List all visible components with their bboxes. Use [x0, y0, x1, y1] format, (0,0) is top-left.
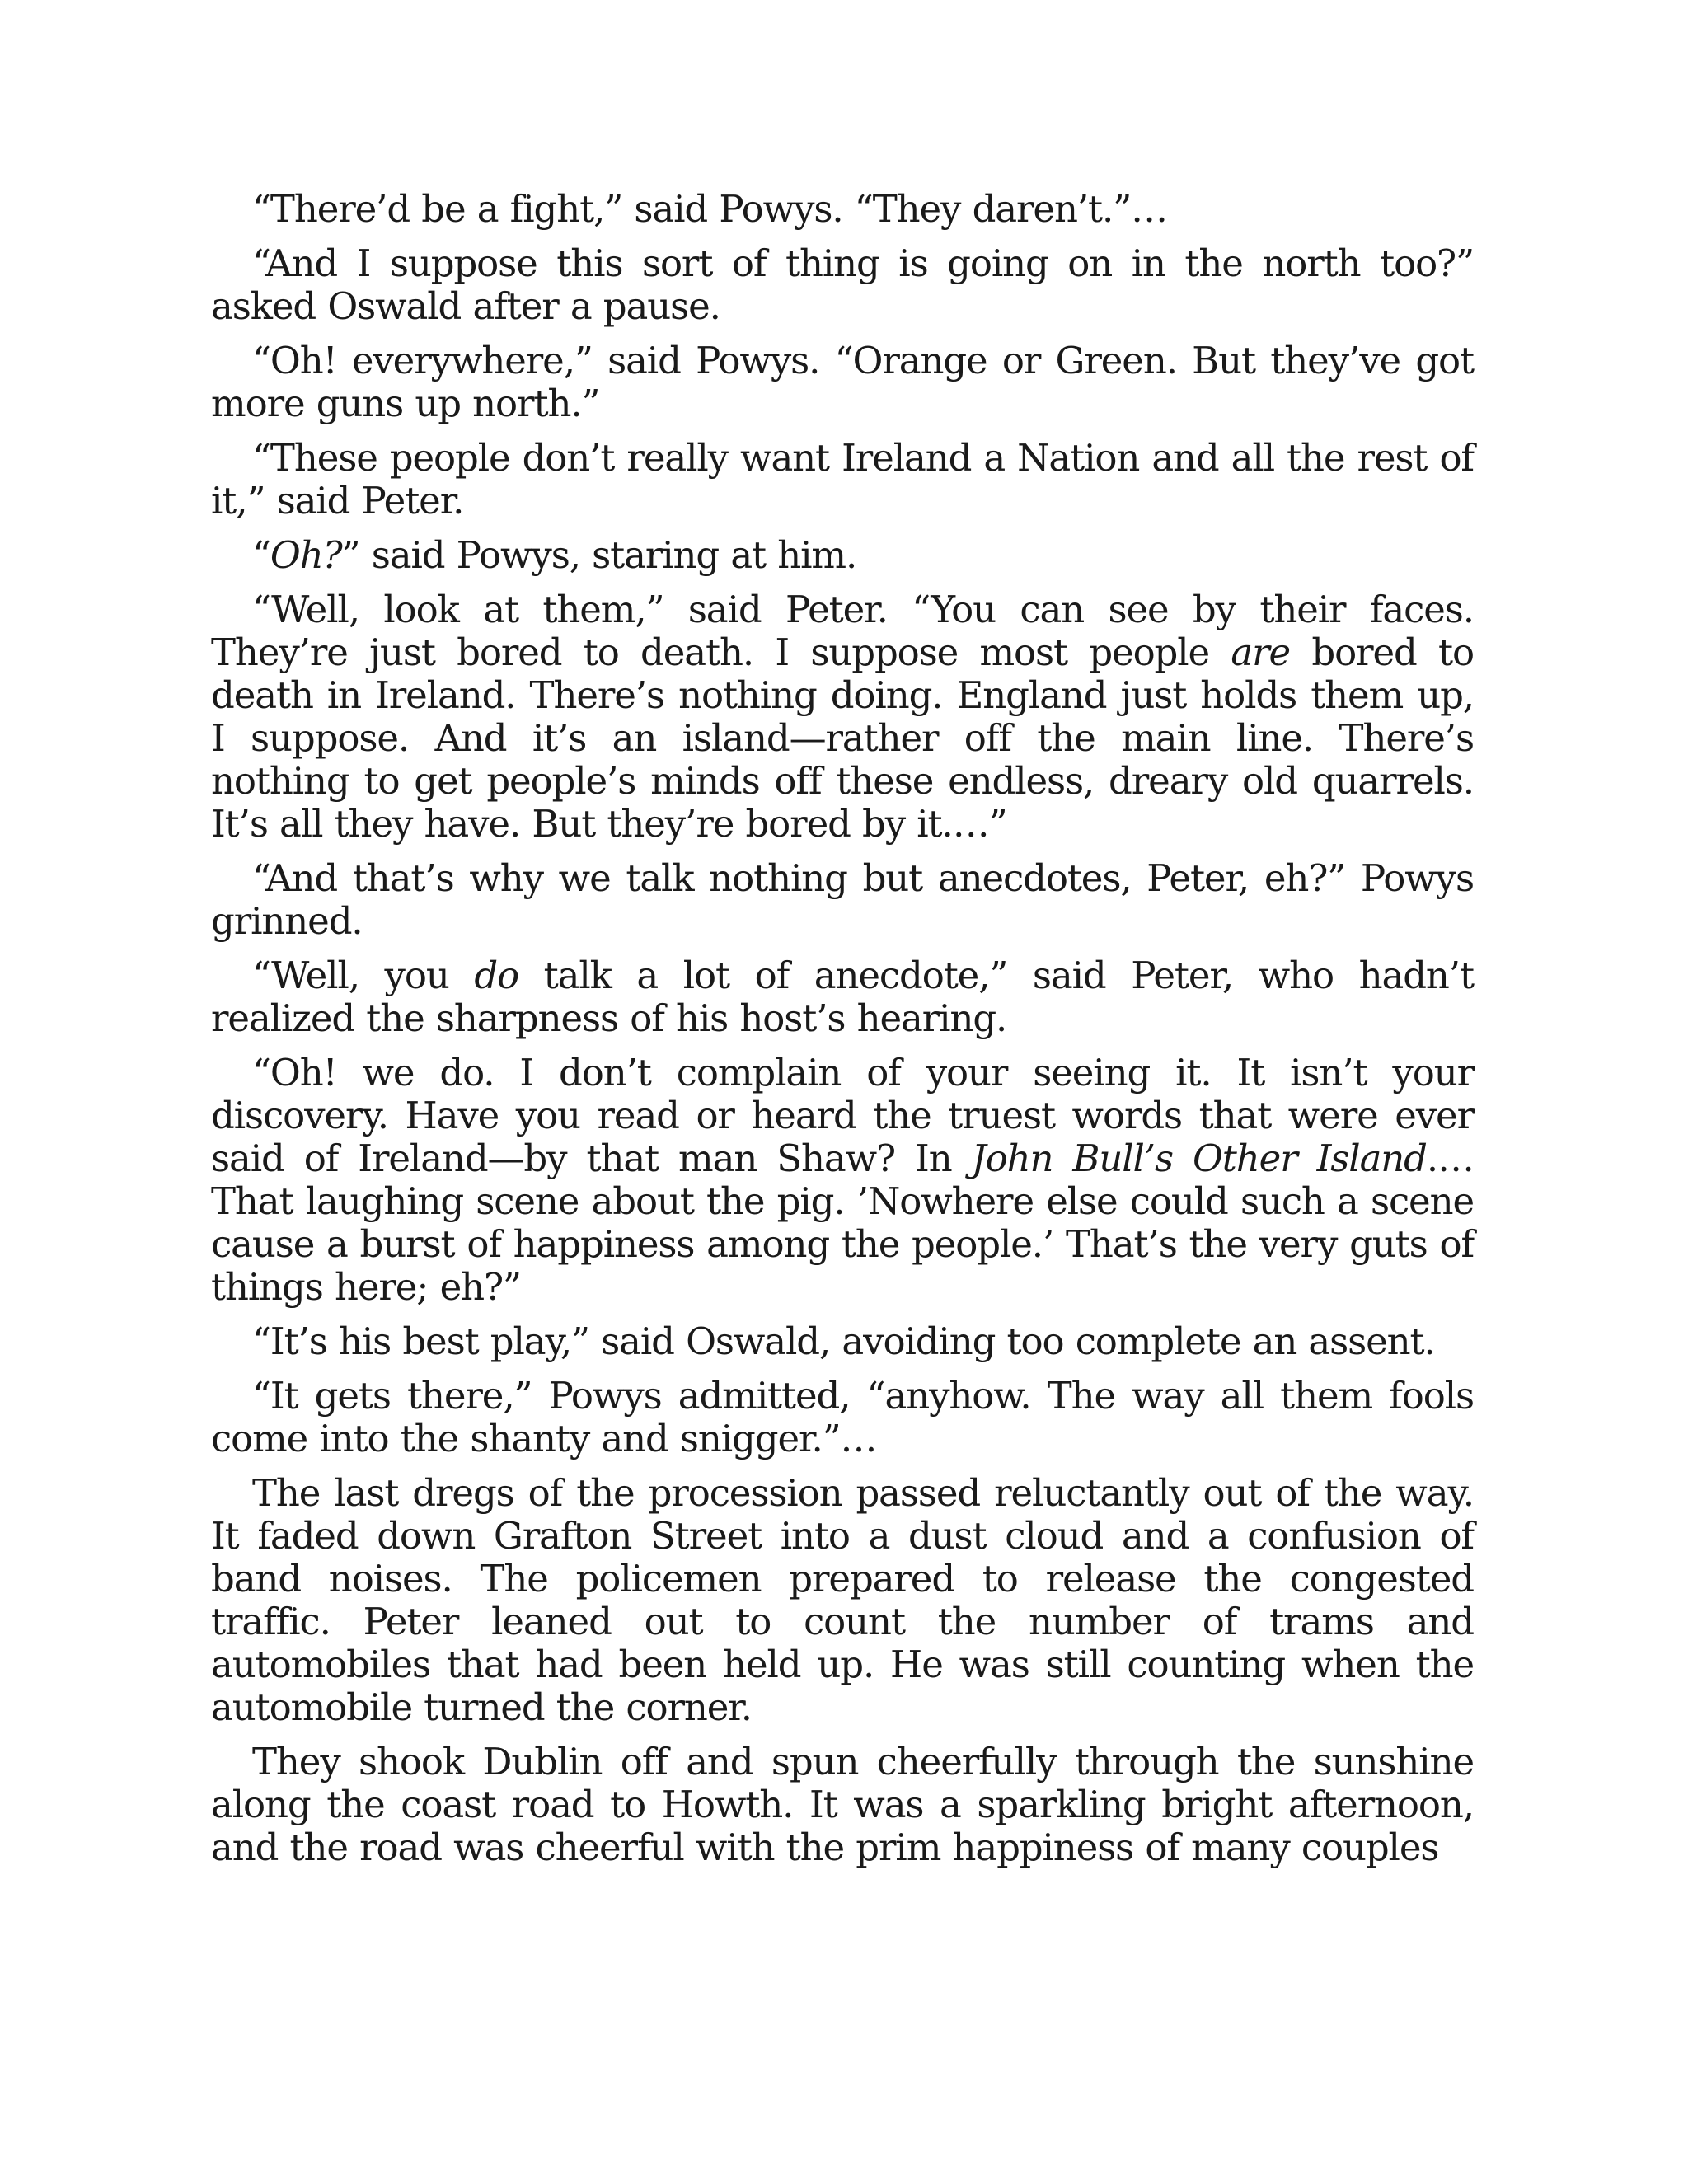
paragraph: [211, 1052, 1474, 1309]
paragraph: [211, 1375, 1474, 1460]
paragraph: [211, 437, 1474, 523]
text-run: “: [252, 533, 270, 577]
paragraph: [211, 242, 1474, 328]
text-run: The last dregs of the procession passed reluctantly out of the way. It faded down Grafton Street into a dust cloud and a confusion of band noises. The policemen prepared to release the congested traffic. Peter leaned out to count the number of trams and automobiles that had been held up. He was still counting when the automobile turned the corner.: [211, 1471, 1474, 1729]
italic-text-run: John Bull’s Other Island: [971, 1137, 1427, 1180]
paragraph: [211, 188, 1474, 231]
text-run: “There’d be a fight,” said Powys. “They daren’t.”…: [252, 187, 1168, 231]
text-run: bored to death in Ireland. There’s nothing doing. England just holds them up, I suppose. And it’s an island—rather off the main line. There’s nothing to get people’s minds off these endless, dreary old quarrels. It’s all they have. But they’re bored by it.…”: [211, 630, 1474, 846]
text-run: “These people don’t really want Ireland a Nation and all the rest of it,” said Peter.: [211, 436, 1474, 523]
paragraph: [211, 857, 1474, 943]
italic-text-run: are: [1231, 630, 1291, 674]
text-run: “And that’s why we talk nothing but anecdotes, Peter, eh?” Powys grinned.: [211, 856, 1474, 943]
text-run: “It gets there,” Powys admitted, “anyhow. The way all them fools come into the shanty and snigger.”…: [211, 1374, 1474, 1460]
text-run: “Well, look at them,” said Peter. “You can see by their faces. They’re just bored to death. I suppose most people: [211, 588, 1474, 674]
text-run: They shook Dublin off and spun cheerfully through the sunshine along the coast road to Howth. It was a sparkling bright afternoon, and the road was cheerful with the prim happiness of many couples: [211, 1740, 1474, 1869]
paragraph: [211, 1472, 1474, 1729]
text-run: “Well, you: [252, 954, 475, 997]
italic-text-run: Oh?: [270, 533, 342, 577]
text-run: ” said Powys, staring at him.: [341, 533, 857, 577]
page-text: [211, 188, 1474, 1881]
text-run: “And I suppose this sort of thing is going on in the north too?” asked Oswald after a pause.: [211, 241, 1474, 328]
paragraph: [211, 588, 1474, 846]
text-run: .… That laughing scene about the pig. ’Nowhere else could such a scene cause a burst of happiness among the people.’ That’s the very guts of things here; eh?”: [211, 1137, 1475, 1309]
paragraph: [211, 1320, 1474, 1363]
text-run: “Oh! we do. I don’t complain of your seeing it. It isn’t your discovery. Have you read or heard the truest words that were ever said of Ireland—by that man Shaw? In: [211, 1051, 1474, 1180]
text-run: “It’s his best play,” said Oswald, avoiding too complete an assent.: [252, 1319, 1435, 1363]
paragraph: [211, 954, 1474, 1040]
italic-text-run: do: [474, 954, 519, 997]
paragraph: [211, 340, 1474, 425]
text-run: “Oh! everywhere,” said Powys. “Orange or Green. But they’ve got more guns up north.”: [211, 339, 1474, 425]
paragraph: [211, 534, 1474, 577]
text-run: talk a lot of anecdote,” said Peter, who hadn’t realized the sharpness of his host’s hearing.: [211, 954, 1474, 1040]
paragraph: [211, 1741, 1474, 1869]
